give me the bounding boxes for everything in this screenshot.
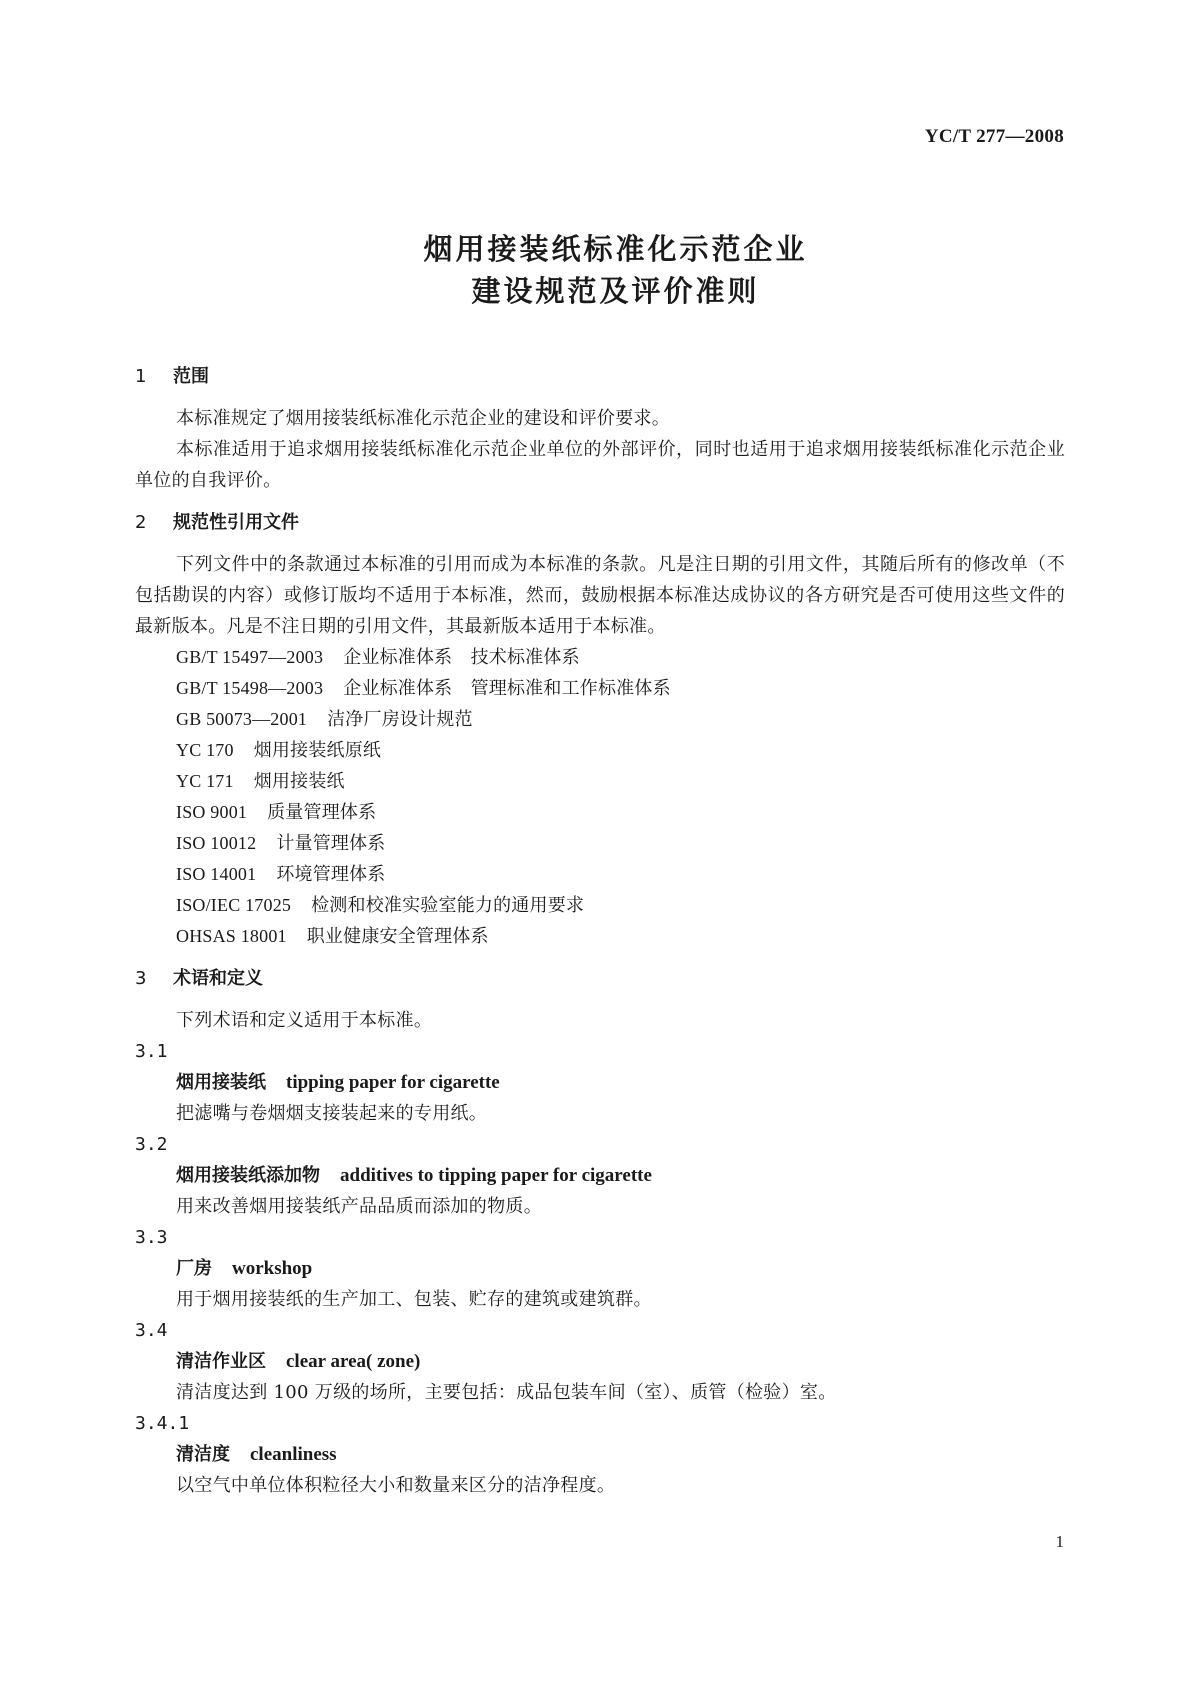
section-heading-scope [135,362,1065,392]
term-definition: 把滤嘴与卷烟烟支接装起来的专用纸。 [176,1103,488,1124]
term-title [135,1253,1065,1284]
reference-title: 职业健康安全管理体系 [306,926,489,947]
section-number: 2 [135,512,147,533]
section-number: 3 [135,968,147,989]
reference-code: OHSAS 18001 [176,926,287,946]
reference-title: 企业标准体系 技术标准体系 [343,647,580,668]
term-name-en: tipping paper for cigarette [286,1072,500,1093]
term-definition: 用于烟用接装纸的生产加工、包装、贮存的建筑或建筑群。 [176,1289,652,1310]
section-heading-normative-references [135,508,1065,538]
reference-code: ISO 10012 [176,833,257,853]
term-number: 3.4 [135,1320,168,1341]
term-name-en: clear area( zone) [286,1351,421,1372]
reference-title: 洁净厂房设计规范 [327,709,473,730]
term-number: 3.4.1 [135,1413,190,1434]
reference-code: YC 171 [176,771,234,791]
reference-item [135,766,1065,797]
section-title: 范围 [173,366,209,387]
reference-list [135,642,1065,952]
paragraph: 下列术语和定义适用于本标准。 [176,1010,433,1031]
paragraph: 本标准适用于追求烟用接装纸标准化示范企业单位的外部评价，同时也适用于追求烟用接装纸标准化示范企业单位的自我评价。 [135,439,1065,491]
reference-item [135,859,1065,890]
reference-title: 企业标准体系 管理标准和工作标准体系 [343,678,671,699]
reference-code: ISO 14001 [176,864,257,884]
standard-number: YC/T 277—2008 [924,126,1064,147]
reference-code: GB/T 15497—2003 [176,647,324,667]
reference-title: 质量管理体系 [267,802,377,823]
reference-item [135,704,1065,735]
term-name-en: workshop [232,1258,313,1279]
document-body [135,362,1065,1501]
term-name-en: additives to tipping paper for cigarette [340,1165,652,1186]
term-title [135,1160,1065,1191]
reference-item [135,828,1065,859]
reference-title: 烟用接装纸原纸 [253,740,382,761]
reference-item [135,735,1065,766]
term-definition: 清洁度达到 100 万级的场所，主要包括：成品包装车间（室）、质管（检验）室。 [176,1382,837,1403]
section-title: 规范性引用文件 [173,512,299,533]
reference-title: 烟用接装纸 [253,771,345,792]
term-name-zh: 烟用接装纸添加物 [176,1165,320,1186]
term-name-zh: 清洁度 [176,1444,230,1465]
term-title [135,1439,1065,1470]
section-number: 1 [135,366,147,387]
reference-title: 计量管理体系 [276,833,386,854]
paragraph: 下列文件中的条款通过本标准的引用而成为本标准的条款。凡是注日期的引用文件，其随后所有的修改单（不包括勘误的内容）或修订版均不适用于本标准，然而，鼓励根据本标准达成协议的各方研究是否可使用这些文件的最新版本。凡是不注日期的引用文件，其最新版本适用于本标准。 [135,554,1065,637]
reference-code: YC 170 [176,740,234,760]
page-number: 1 [1055,1532,1064,1551]
reference-item [135,921,1065,952]
reference-code: ISO/IEC 17025 [176,895,292,915]
reference-code: ISO 9001 [176,802,248,822]
term-title [135,1346,1065,1377]
term-number: 3.1 [135,1041,168,1062]
reference-code: GB/T 15498—2003 [176,678,324,698]
term-definition: 以空气中单位体积粒径大小和数量来区分的洁净程度。 [176,1475,616,1496]
reference-item [135,673,1065,704]
term-list [135,1036,1065,1501]
term-title [135,1067,1065,1098]
term-definition: 用来改善烟用接装纸产品品质而添加的物质。 [176,1196,542,1217]
term-number: 3.3 [135,1227,168,1248]
document-title [0,228,1191,312]
reference-item [135,642,1065,673]
section-heading-terms-definitions [135,964,1065,994]
title-line-2: 建设规范及评价准则 [471,274,760,308]
paragraph: 本标准规定了烟用接装纸标准化示范企业的建设和评价要求。 [176,408,671,429]
term-name-en: cleanliness [250,1444,337,1465]
reference-item [135,797,1065,828]
reference-code: GB 50073—2001 [176,709,308,729]
section-title: 术语和定义 [173,968,263,989]
term-name-zh: 烟用接装纸 [176,1072,266,1093]
term-number: 3.2 [135,1134,168,1155]
term-name-zh: 清洁作业区 [176,1351,266,1372]
term-name-zh: 厂房 [176,1258,212,1279]
reference-title: 环境管理体系 [276,864,386,885]
reference-title: 检测和校准实验室能力的通用要求 [311,895,585,916]
title-line-1: 烟用接装纸标准化示范企业 [423,232,808,266]
reference-item [135,890,1065,921]
